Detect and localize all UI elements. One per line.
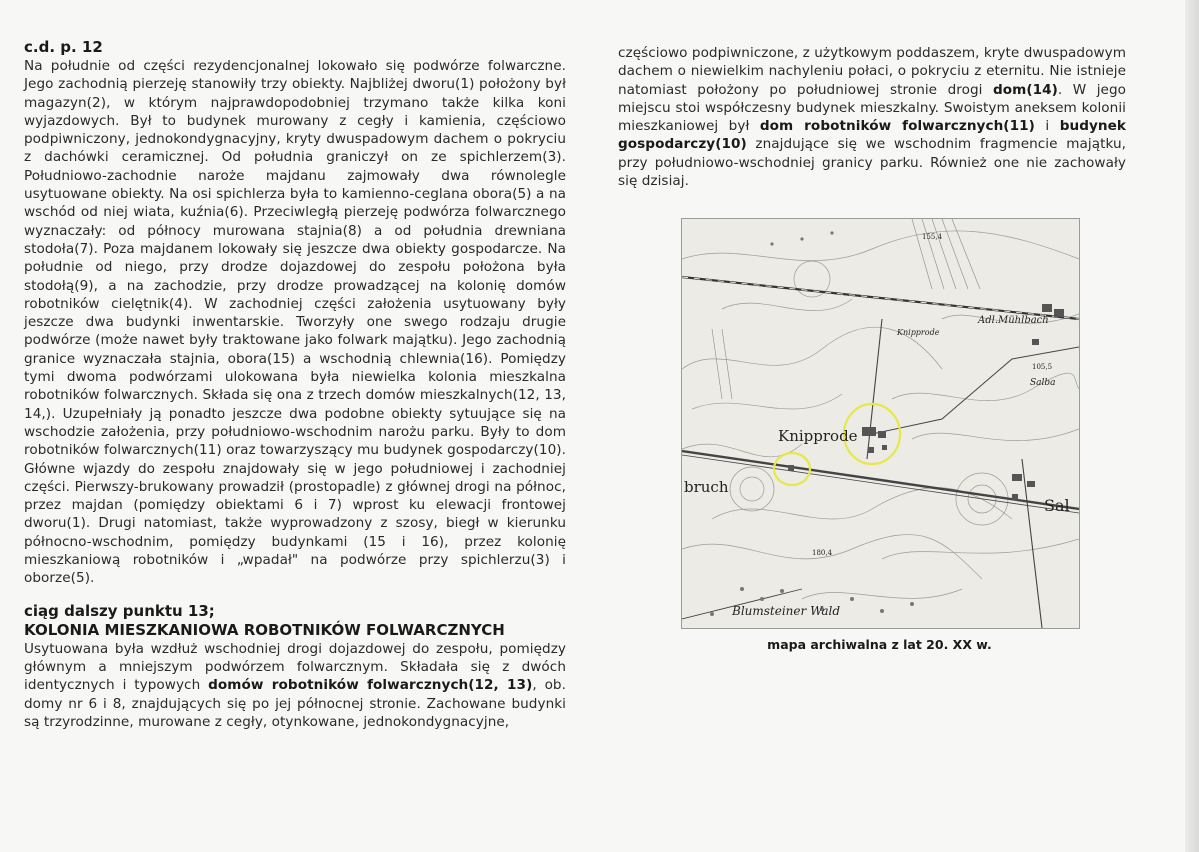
map-label-muhlbach: Adl.Mühlbach xyxy=(978,315,1049,326)
map-label-bruch: bruch xyxy=(684,478,729,496)
map-label-hill3: 180,4 xyxy=(812,549,833,557)
map-label-hill1: 155,4 xyxy=(922,233,943,241)
p2-bold-houses: domów robotników folwarcznych(12, 13) xyxy=(208,677,533,694)
archival-map xyxy=(681,218,1080,629)
p3-bold-dom14: dom(14) xyxy=(992,81,1058,98)
p3-text-c: . W jego miejscu stoi współczesny budynek mieszkalny. Swoistym aneksem kolonii mieszkaniowej był xyxy=(618,81,1126,135)
map-label-wald: Blumsteiner Wald xyxy=(732,604,841,618)
p3-text-g: znajdujące się we wschodnim fragmencie majątku, przy południowo-wschodniej granicy parku. Również one nie zachowały się dzisiaj. xyxy=(618,136,1126,190)
p3-text-a: częściowo podpiwniczone, z użytkowym poddaszem, kryte dwuspadowym dachem o niewielkim nachyleniu połaci, o pokryciu z eternitu. Nie istnieje natomiast położony po południowej stronie drogi xyxy=(618,45,1126,98)
left-column xyxy=(24,38,566,731)
p2-text-c: , ob. domy nr 6 i 8, znajdujących się po jej północnej stronie. Zachowane budynki są trzyrodzinne, murowane z cegły, otynkowane, jednokondygnacyjne, xyxy=(24,677,566,730)
map-label-salb: Salba xyxy=(1030,378,1056,388)
right-column xyxy=(618,44,1126,190)
map-label-knipprode: Knipprode xyxy=(778,427,858,445)
map-label-sal: Sal xyxy=(1044,496,1070,515)
p2-text-a: Usytuowana była wzdłuż wschodniej drogi dojazdowej do zespołu, pomiędzy głównym a mniejszym podwórzem folwarcznym. Składała się z dwóch identycznych i typowych xyxy=(24,640,566,694)
body-paragraph-2 xyxy=(24,640,566,731)
p3-bold-budynek10: budynek gospodarczy(10) xyxy=(618,118,1126,153)
map-caption: mapa archiwalna z lat 20. XX w. xyxy=(767,637,992,652)
subsection-heading-line2: KOLONIA MIESZKANIOWA ROBOTNIKÓW FOLWARCZNYCH xyxy=(24,620,505,639)
map-drawing xyxy=(682,219,1079,628)
section-heading: c.d. p. 12 xyxy=(24,38,103,56)
subsection-heading-line1: ciąg dalszy punktu 13; xyxy=(24,601,215,620)
page-edge xyxy=(1185,0,1199,852)
p3-bold-dom11: dom robotników folwarcznych(11) xyxy=(759,118,1035,135)
map-label-knipprode-small: Knipprode xyxy=(897,328,940,337)
body-paragraph-1: Na południe od części rezydencjonalnej lokowało się podwórze folwarczne. Jego zachodnią pierzeję stanowiły trzy obiekty. Najbliżej dworu(1) położony był magazyn(2), w którym najprawdopodobniej trzymano także kilka koni wyjazdowych. Był to budynek murowany z cegły i kamienia, częściowo podpiwniczony, jednokondygnacyjny, kryty dwuspadowym dachem o pokryciu z dachówki ceramicznej. Od południa graniczył on ze spichlerzem(3). Południowo-zachodnie naroże majdanu zajmowały dwa równolegle usytuowane obiekty. Na osi spichlerza była to kamienno-ceglana obora(5) a na wschód od niej wiata, kuźnia(6). Przeciwległą pierzeję podwórza folwarcznego wyznaczały: od północy murowana stajnia(8) a od południa drewniana stodoła(7). Poza majdanem lokowały się jeszcze dwa obiekty gospodarcze. Na południe od niego, przy drodze dojazdowej do zespołu położona była stodołą(9), a na zachodzie, przy drodze prowadzącej na kolonię domów robotników cielętnik(4). W zachodniej części założenia usytuowany były jeszcze dwa budynki inwentarskie. Tworzyły one swego rodzaju drugie podwórze (może nawet były traktowane jako folwark majątku). Jego zachodnią granice wyznaczała stajnia, obora(15) a wschodnią chlewnia(16). Pomiędzy tymi dwoma podwórzami ulokowana była niewielka kolonia mieszkalna robotników folwarcznych. Składa się ona z trzech domów mieszkalnych(12, 13, 14,). Uzupełniały ją ponadto jeszcze dwa podobne obiekty sytuujące się na wschodzie założenia, przy południowo-wschodnim narożu parku. Były to dom robotników folwarcznych(11) oraz towarzyszący mu budynek gospodarczy(10). Główne wjazdy do zespołu znajdowały się w jego południowej i zachodniej części. Pierwszy-brukowany prowadził (prostopadle) z głównej drogi na północ, przez majdan (pomiędzy obiektami 6 i 7) wprost ku elewacji frontowej dworu(1). Drugi natomiast, także wyprowadzony z szosy, biegł w kierunku północno-wschodnim, pomiędzy budynkami (15 i 16), przez kolonię mieszkaniową robotników i „wpadał" na podwórze przy spichlerzu(3) i oborze(5). xyxy=(24,58,566,587)
map-label-hill2: 105,5 xyxy=(1032,363,1053,371)
body-paragraph-3 xyxy=(618,44,1126,190)
p3-text-e: i xyxy=(1034,118,1060,135)
